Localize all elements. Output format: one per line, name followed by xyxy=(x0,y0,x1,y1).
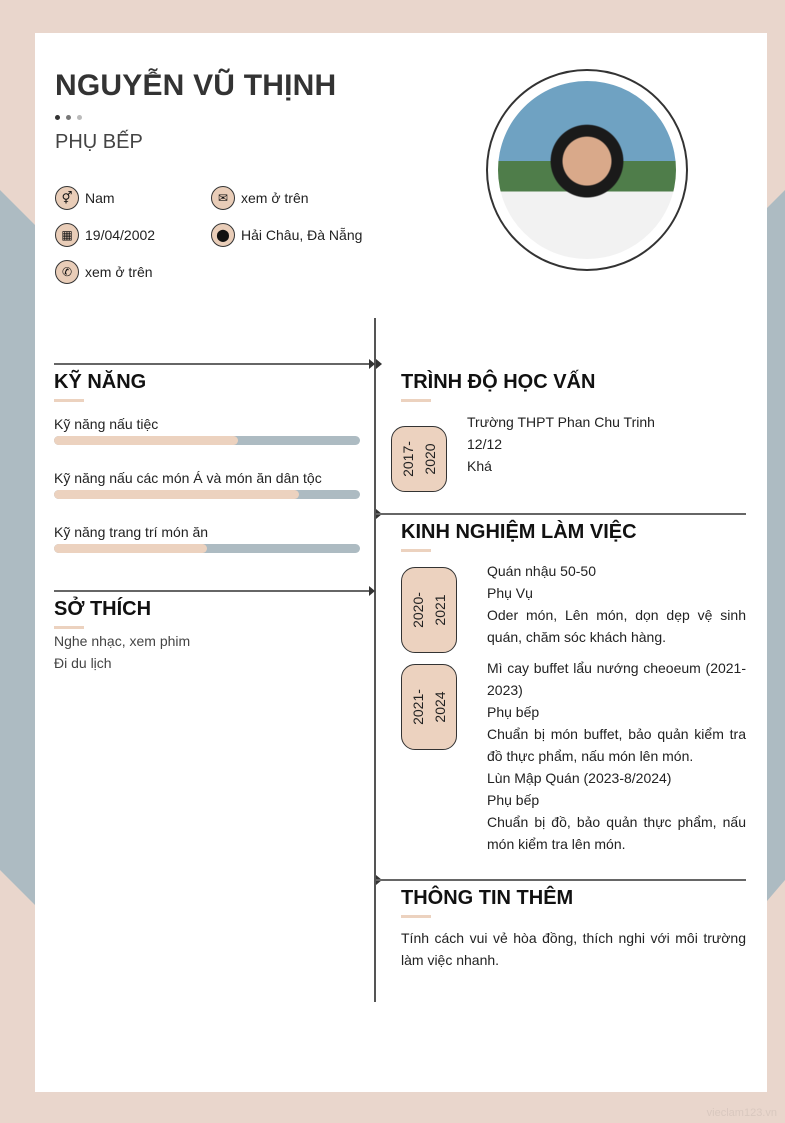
extra-heading: THÔNG TIN THÊM xyxy=(401,887,574,909)
arrow-icon xyxy=(369,586,375,596)
cv-page xyxy=(35,33,767,1092)
divider xyxy=(54,590,369,592)
skill-item xyxy=(54,470,360,499)
description: Chuẩn bị đồ, bảo quản thực phẩm, nấu món kiểm tra lên món. xyxy=(487,814,746,852)
company: Lùn Mập Quán (2023-8/2024) xyxy=(487,770,672,786)
divider xyxy=(376,879,746,881)
contact-email xyxy=(211,186,309,210)
heading-underline xyxy=(401,399,431,402)
gender-icon: ⚥ xyxy=(55,186,79,210)
job-title: PHỤ BẾP xyxy=(55,131,143,153)
heading-underline xyxy=(401,915,431,918)
skill-label: Kỹ năng nấu các món Á và món ăn dân tộc xyxy=(54,470,322,486)
profile-photo xyxy=(486,69,688,271)
contact-gender xyxy=(55,186,115,210)
school: Trường THPT Phan Chu Trinh xyxy=(467,414,655,430)
arrow-icon xyxy=(369,359,375,369)
period-text: 2020-2021 xyxy=(410,592,448,628)
contact-birthday xyxy=(55,223,155,247)
heading-underline xyxy=(401,549,431,552)
heading-underline xyxy=(54,626,84,629)
skills-heading: KỸ NĂNG xyxy=(54,371,147,393)
education-details xyxy=(467,411,655,477)
skill-bar xyxy=(54,490,360,499)
contact-phone xyxy=(55,260,153,284)
skill-label: Kỹ năng trang trí món ăn xyxy=(54,524,209,540)
experience-item xyxy=(487,560,746,648)
heading-underline xyxy=(54,399,84,402)
title-dots xyxy=(55,115,82,120)
hobby-item: Nghe nhạc, xem phim xyxy=(54,633,191,649)
skill-bar xyxy=(54,436,360,445)
period-text: 2017-2020 xyxy=(400,441,438,477)
description: Oder món, Lên món, dọn dẹp vệ sinh quán, chăm sóc khách hàng. xyxy=(487,607,746,645)
experience-period xyxy=(401,567,457,653)
experience-item xyxy=(487,657,746,855)
company: Quán nhậu 50-50 xyxy=(487,563,596,579)
skill-label: Kỹ năng nấu tiệc xyxy=(54,416,159,432)
contact-value: 19/04/2002 xyxy=(85,227,156,243)
contact-value: Hải Châu, Đà Nẵng xyxy=(241,227,363,243)
extra-text: Tính cách vui vẻ hòa đồng, thích nghi với môi trường làm việc nhanh. xyxy=(401,930,746,968)
description: Chuẩn bị món buffet, bảo quản kiểm tra đồ thực phẩm, nấu món lên món. xyxy=(487,726,746,764)
candidate-name: NGUYỄN VŨ THỊNH xyxy=(55,69,337,102)
experience-heading: KINH NGHIỆM LÀM VIỆC xyxy=(401,521,637,543)
skill-item xyxy=(54,524,360,553)
hobby-item: Đi du lịch xyxy=(54,655,112,671)
contact-value: xem ở trên xyxy=(241,190,309,206)
watermark: vieclam123.vn xyxy=(706,1107,777,1119)
period-text: 2021-2024 xyxy=(410,689,448,725)
timeline-line xyxy=(374,318,376,1002)
skill-bar xyxy=(54,544,360,553)
hobbies-heading: SỞ THÍCH xyxy=(54,598,152,620)
contact-value: xem ở trên xyxy=(85,264,153,280)
position: Phụ bếp xyxy=(487,792,540,808)
grade: 12/12 xyxy=(467,436,503,452)
position: Phụ bếp xyxy=(487,704,540,720)
education-heading: TRÌNH ĐỘ HỌC VẤN xyxy=(401,371,596,393)
calendar-icon: ▦ xyxy=(55,223,79,247)
position: Phụ Vụ xyxy=(487,585,533,601)
skill-item xyxy=(54,416,360,445)
experience-period xyxy=(401,664,457,750)
company: Mì cay buffet lẩu nướng cheoeum (2021-2023) xyxy=(487,660,746,698)
phone-icon: ✆ xyxy=(55,260,79,284)
avatar xyxy=(498,81,676,259)
rank: Khá xyxy=(467,458,492,474)
email-icon: ✉ xyxy=(211,186,235,210)
location-icon: ⬤ xyxy=(211,223,235,247)
divider xyxy=(376,513,746,515)
contact-address xyxy=(211,223,362,247)
divider xyxy=(54,363,369,365)
hobbies-list xyxy=(54,630,190,674)
education-period xyxy=(391,426,447,492)
contact-value: Nam xyxy=(85,190,115,206)
arrow-icon xyxy=(376,359,382,369)
